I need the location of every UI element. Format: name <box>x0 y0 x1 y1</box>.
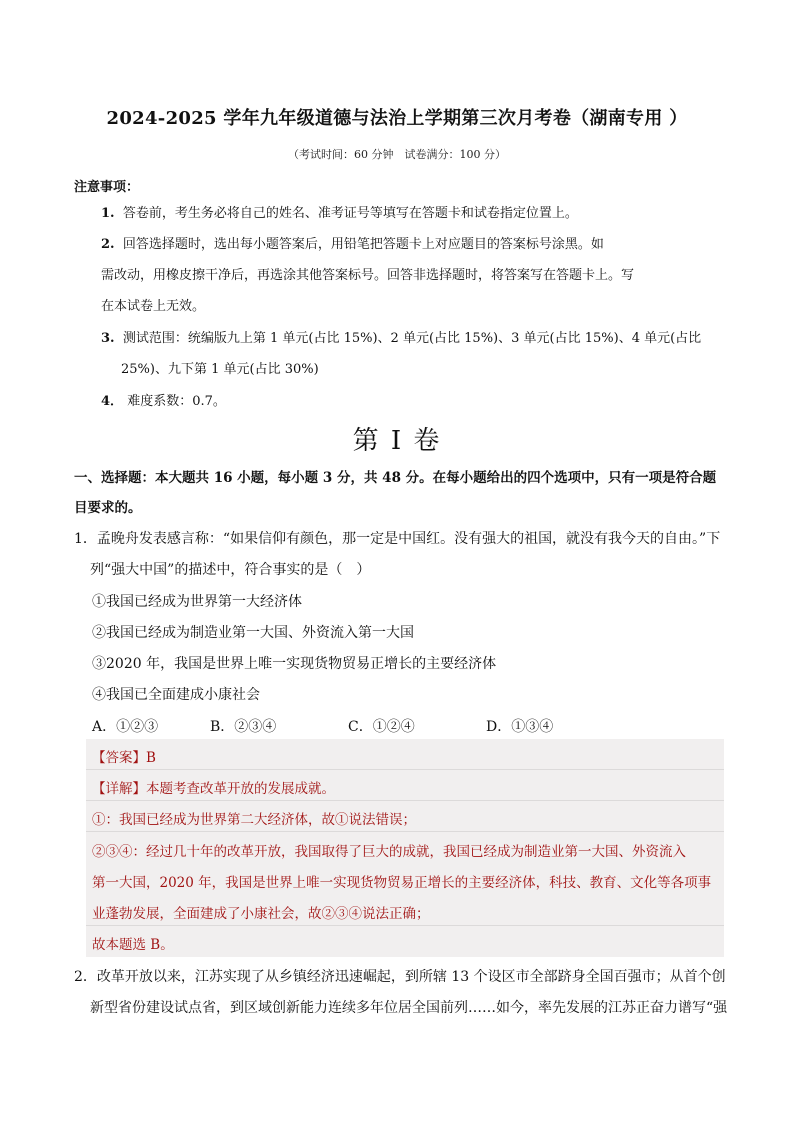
statement-1: ①我国已经成为世界第一大经济体 <box>92 594 302 610</box>
question-2-stem-cont: 新型省份建设试点省，到区域创新能力连续多年位居全国前列……如今，率先发展的江苏正奋力谱写“强 <box>90 1000 728 1016</box>
note-number: 1. <box>101 206 115 221</box>
detail-line: 第一大国，2020 年，我国是世界上唯一实现货物贸易正增长的主要经济体，科技、教育、文化等各项事 <box>92 875 712 891</box>
detail-text: 本题考查改革开放的发展成就。 <box>146 781 335 797</box>
note-text: 回答选择题时，选出每小题答案后，用铅笔把答题卡上对应题目的答案标号涂黑。如 <box>122 237 604 252</box>
note-text: 25%)、九下第 1 单元(占比 30%) <box>121 362 319 377</box>
note-text: 答卷前，考生务必将自己的姓名、准考证号等填写在答题卡和试卷指定位置上。 <box>122 206 578 221</box>
option-a: A．①②③ <box>92 719 159 735</box>
detail-line: 业蓬勃发展，全面建成了小康社会，故②③④说法正确； <box>92 906 430 922</box>
divider <box>86 769 724 770</box>
note-number: 2. <box>101 237 115 252</box>
volume-title: 第 I 卷 <box>352 426 442 456</box>
answer-row <box>92 746 156 766</box>
question-1-stem: 1．孟晚舟发表感言称：“如果信仰有颜色，那一定是中国红。没有强大的祖国，就没有我今天的自由。”下 <box>74 531 721 547</box>
detail-conclusion: 故本题选 B。 <box>92 937 174 953</box>
note-text: 需改动，用橡皮擦干净后，再选涂其他答案标号。回答非选择题时，将答案写在答题卡上。写 <box>101 268 635 283</box>
statement-4: ④我国已全面建成小康社会 <box>92 687 260 703</box>
divider <box>86 925 724 926</box>
statement-3: ③2020 年，我国是世界上唯一实现货物贸易正增长的主要经济体 <box>92 656 497 672</box>
detail-line: ②③④：经过几十年的改革开放，我国取得了巨大的成就，我国已经成为制造业第一大国、外资流入 <box>92 844 686 860</box>
section-heading: 一、选择题：本大题共 16 小题，每小题 3 分，共 48 分。在每小题给出的四个选项中，只有一项是符合题 <box>74 470 717 486</box>
detail-line: ①：我国已经成为世界第二大经济体，故①说法错误； <box>92 812 416 828</box>
divider <box>86 831 724 832</box>
note-4 <box>101 394 226 410</box>
note-number: 4． <box>101 394 124 409</box>
option-d: D．①③④ <box>486 719 554 735</box>
statement-2: ②我国已经成为制造业第一大国、外资流入第一大国 <box>92 625 414 641</box>
question-1-stem-cont: 列“强大中国”的描述中，符合事实的是（ ） <box>90 562 371 578</box>
note-3 <box>101 331 701 347</box>
answer-value: B <box>146 750 156 766</box>
question-2-stem: 2．改革开放以来，江苏实现了从乡镇经济迅速崛起，到所辖 13 个设区市全部跻身全国百强市；从首个创 <box>74 969 726 985</box>
detail-label: 【详解】 <box>92 781 146 797</box>
exam-subtitle: （考试时间：60 分钟 试卷满分：100 分） <box>288 148 506 161</box>
divider <box>86 800 724 801</box>
note-text: 测试范围：统编版九上第 1 单元(占比 15%)、2 单元(占比 15%)、3 单元(占比 15%)、4 单元(占比 <box>122 331 702 346</box>
answer-label: 【答案】 <box>92 750 146 766</box>
exam-title: 2024-2025 学年九年级道德与法治上学期第三次月考卷（湖南专用 ） <box>106 108 688 129</box>
option-c: C．①②④ <box>348 719 415 735</box>
section-heading-cont: 目要求的。 <box>74 500 142 516</box>
option-b: B．②③④ <box>210 719 277 735</box>
note-text: 在本试卷上无效。 <box>101 299 206 314</box>
note-1 <box>101 206 578 222</box>
notes-heading: 注意事项： <box>74 180 140 195</box>
detail-row <box>92 777 335 797</box>
note-2 <box>101 237 604 253</box>
note-number: 3. <box>101 331 115 346</box>
note-text: 难度系数：0.7。 <box>127 394 226 409</box>
